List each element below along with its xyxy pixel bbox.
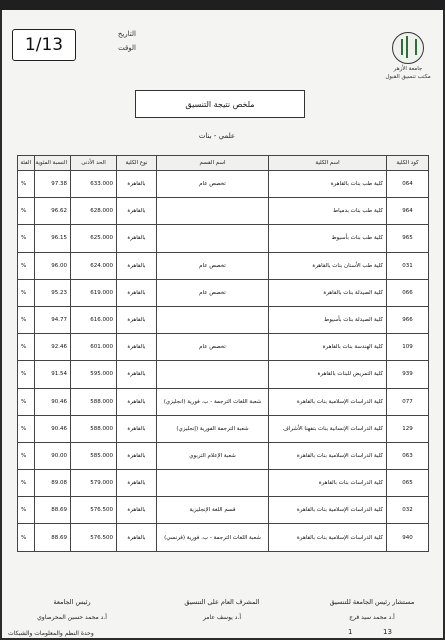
table-row xyxy=(18,415,429,442)
signature-name-3: أ.د محمد حسين المحرصاوي xyxy=(37,614,107,621)
unit-cell: % xyxy=(18,388,35,415)
college-code-cell: 032 xyxy=(387,497,429,524)
document-page xyxy=(2,10,443,638)
department-cell xyxy=(157,198,269,225)
min-score-cell: 576.500 xyxy=(71,524,117,551)
college-name-cell: كلية الدراسات الإنسانية بنات بتفهنا الأشراف xyxy=(269,415,387,442)
university-logo xyxy=(385,32,431,80)
branch-label: علمي - بنات xyxy=(198,132,236,140)
unit-cell: % xyxy=(18,306,35,333)
department-cell: شعبة اللغات الترجمة - ب. فورية (انجليزي) xyxy=(157,388,269,415)
table-row xyxy=(18,470,429,497)
min-score-cell: 601.000 xyxy=(71,334,117,361)
table-row xyxy=(18,388,429,415)
department-cell: تخصص عام xyxy=(157,252,269,279)
college-type-cell: بالقاهرة xyxy=(117,198,157,225)
percentage-cell: 90.46 xyxy=(35,388,71,415)
column-header: الفئة xyxy=(18,156,35,171)
percentage-cell: 90.00 xyxy=(35,442,71,469)
table-row xyxy=(18,442,429,469)
department-cell: تخصص عام xyxy=(157,334,269,361)
department-cell xyxy=(157,361,269,388)
college-code-cell: 964 xyxy=(387,198,429,225)
min-score-cell: 588.000 xyxy=(71,415,117,442)
percentage-cell: 94.77 xyxy=(35,306,71,333)
college-code-cell: 965 xyxy=(387,225,429,252)
column-header: نوع الكلية xyxy=(117,156,157,171)
college-type-cell: بالقاهرة xyxy=(117,252,157,279)
min-score-cell: 595.000 xyxy=(71,361,117,388)
department-cell: شعبة اللغات الترجمة - ب. فورية (فرنسي) xyxy=(157,524,269,551)
department-cell xyxy=(157,225,269,252)
table-row xyxy=(18,497,429,524)
date-label: التاريخ xyxy=(117,30,136,38)
percentage-cell: 95.23 xyxy=(35,279,71,306)
al-azhar-emblem-icon xyxy=(392,32,424,64)
college-name-cell: كلية الصيدلة بنات بالقاهرة xyxy=(269,279,387,306)
college-type-cell: بالقاهرة xyxy=(117,306,157,333)
column-header: كود الكلية xyxy=(387,156,429,171)
college-name-cell: كلية طب بنات بدمياط xyxy=(269,198,387,225)
percentage-cell: 92.46 xyxy=(35,334,71,361)
min-score-cell: 616.000 xyxy=(71,306,117,333)
unit-cell: % xyxy=(18,279,35,306)
percentage-cell: 96.00 xyxy=(35,252,71,279)
results-table xyxy=(17,155,429,552)
department-cell xyxy=(157,306,269,333)
college-name-cell: كلية الهندسة بنات بالقاهرة xyxy=(269,334,387,361)
table-row xyxy=(18,524,429,551)
college-type-cell: بالقاهرة xyxy=(117,415,157,442)
unit-cell: % xyxy=(18,334,35,361)
college-name-cell: كلية الدراسات الإسلامية بنات بالقاهرة xyxy=(269,442,387,469)
min-score-cell: 576.500 xyxy=(71,497,117,524)
unit-cell: % xyxy=(18,171,35,198)
college-code-cell: 077 xyxy=(387,388,429,415)
column-header: اسم القسم xyxy=(157,156,269,171)
department-cell: قسم اللغة الإنجليزية xyxy=(157,497,269,524)
table-row xyxy=(18,171,429,198)
college-type-cell: بالقاهرة xyxy=(117,442,157,469)
min-score-cell: 588.000 xyxy=(71,388,117,415)
college-name-cell: كلية الدراسات الإسلامية بنات بالقاهرة xyxy=(269,388,387,415)
min-score-cell: 619.000 xyxy=(71,279,117,306)
signature-name-1: أ.د محمد سيد فرج xyxy=(349,614,395,621)
college-name-cell: كلية التمريض للبنات بالقاهرة xyxy=(269,361,387,388)
unit-cell: % xyxy=(18,524,35,551)
percentage-cell: 88.69 xyxy=(35,497,71,524)
college-code-cell: 066 xyxy=(387,279,429,306)
unit-cell: % xyxy=(18,225,35,252)
signature-title-3: رئيس الجامعة xyxy=(53,598,91,606)
college-code-cell: 064 xyxy=(387,171,429,198)
table-row xyxy=(18,252,429,279)
percentage-cell: 89.08 xyxy=(35,470,71,497)
unit-cell: % xyxy=(18,415,35,442)
time-label: الوقت xyxy=(118,44,136,52)
college-code-cell: 065 xyxy=(387,470,429,497)
department-cell: شعبة الإعلام التربوي xyxy=(157,442,269,469)
college-type-cell: بالقاهرة xyxy=(117,497,157,524)
unit-cell: % xyxy=(18,470,35,497)
signature-title-1: مستشار رئيس الجامعة للتنسيق xyxy=(329,598,415,606)
table-header-row xyxy=(18,156,429,171)
percentage-cell: 96.62 xyxy=(35,198,71,225)
college-name-cell: كلية الصيدلة بنات بأسيوط xyxy=(269,306,387,333)
header-labels xyxy=(82,30,136,58)
table-row xyxy=(18,306,429,333)
unit-cell: % xyxy=(18,361,35,388)
unit-cell: % xyxy=(18,198,35,225)
department-name: وحدة النظم والمعلومات والشبكات xyxy=(8,630,94,637)
college-name-cell: كلية طب الأسنان بنات بالقاهرة xyxy=(269,252,387,279)
logo-line-2: مكتب تنسيق القبول xyxy=(385,74,431,80)
min-score-cell: 624.000 xyxy=(71,252,117,279)
percentage-cell: 90.46 xyxy=(35,415,71,442)
college-code-cell: 063 xyxy=(387,442,429,469)
college-type-cell: بالقاهرة xyxy=(117,171,157,198)
unit-cell: % xyxy=(18,497,35,524)
college-type-cell: بالقاهرة xyxy=(117,279,157,306)
college-name-cell: كلية الدراسات الإسلامية بنات بالقاهرة xyxy=(269,497,387,524)
college-name-cell: كلية طب بنات بأسيوط xyxy=(269,225,387,252)
department-cell: تخصص عام xyxy=(157,279,269,306)
signature-name-2: أ.د يوسف عامر xyxy=(202,614,241,621)
column-header: النسبة المئوية xyxy=(35,156,71,171)
page-footer xyxy=(8,628,438,638)
unit-cell: % xyxy=(18,442,35,469)
table-row xyxy=(18,279,429,306)
college-code-cell: 966 xyxy=(387,306,429,333)
college-code-cell: 129 xyxy=(387,415,429,442)
min-score-cell: 625.000 xyxy=(71,225,117,252)
table-row xyxy=(18,198,429,225)
unit-cell: % xyxy=(18,252,35,279)
college-code-cell: 109 xyxy=(387,334,429,361)
top-bar xyxy=(0,0,445,10)
department-cell xyxy=(157,470,269,497)
min-score-cell: 628.000 xyxy=(71,198,117,225)
college-code-cell: 031 xyxy=(387,252,429,279)
percentage-cell: 91.54 xyxy=(35,361,71,388)
table-row xyxy=(18,361,429,388)
percentage-cell: 88.69 xyxy=(35,524,71,551)
column-header: اسم الكلية xyxy=(269,156,387,171)
college-type-cell: بالقاهرة xyxy=(117,225,157,252)
column-header: الحد الأدنى xyxy=(71,156,117,171)
college-type-cell: بالقاهرة xyxy=(117,524,157,551)
min-score-cell: 579.000 xyxy=(71,470,117,497)
college-code-cell: 939 xyxy=(387,361,429,388)
college-code-cell: 940 xyxy=(387,524,429,551)
college-name-cell: كلية الدراسات بنات بالقاهرة xyxy=(269,470,387,497)
table-body xyxy=(18,171,429,552)
college-type-cell: بالقاهرة xyxy=(117,361,157,388)
college-name-cell: كلية الدراسات الإسلامية بنات بالقاهرة xyxy=(269,524,387,551)
logo-line-1: جامعة الأزهر xyxy=(393,66,423,72)
percentage-cell: 97.38 xyxy=(35,171,71,198)
page-number: 1 xyxy=(348,628,353,636)
page-total: 13 xyxy=(383,628,392,636)
page-title: ملخص نتيجة التنسيق xyxy=(135,90,305,118)
table-row xyxy=(18,225,429,252)
college-type-cell: بالقاهرة xyxy=(117,470,157,497)
signature-title-2: المشرف العام على التنسيق xyxy=(184,598,260,606)
percentage-cell: 96.15 xyxy=(35,225,71,252)
min-score-cell: 585.000 xyxy=(71,442,117,469)
table-row xyxy=(18,334,429,361)
college-name-cell: كلية طب بنات بالقاهرة xyxy=(269,171,387,198)
min-score-cell: 633.000 xyxy=(71,171,117,198)
department-cell: شعبة الترجمة الفورية (إنجليزي) xyxy=(157,415,269,442)
college-type-cell: بالقاهرة xyxy=(117,334,157,361)
page-indicator: 1/13 xyxy=(12,29,76,61)
department-cell: تخصص عام xyxy=(157,171,269,198)
college-type-cell: بالقاهرة xyxy=(117,388,157,415)
